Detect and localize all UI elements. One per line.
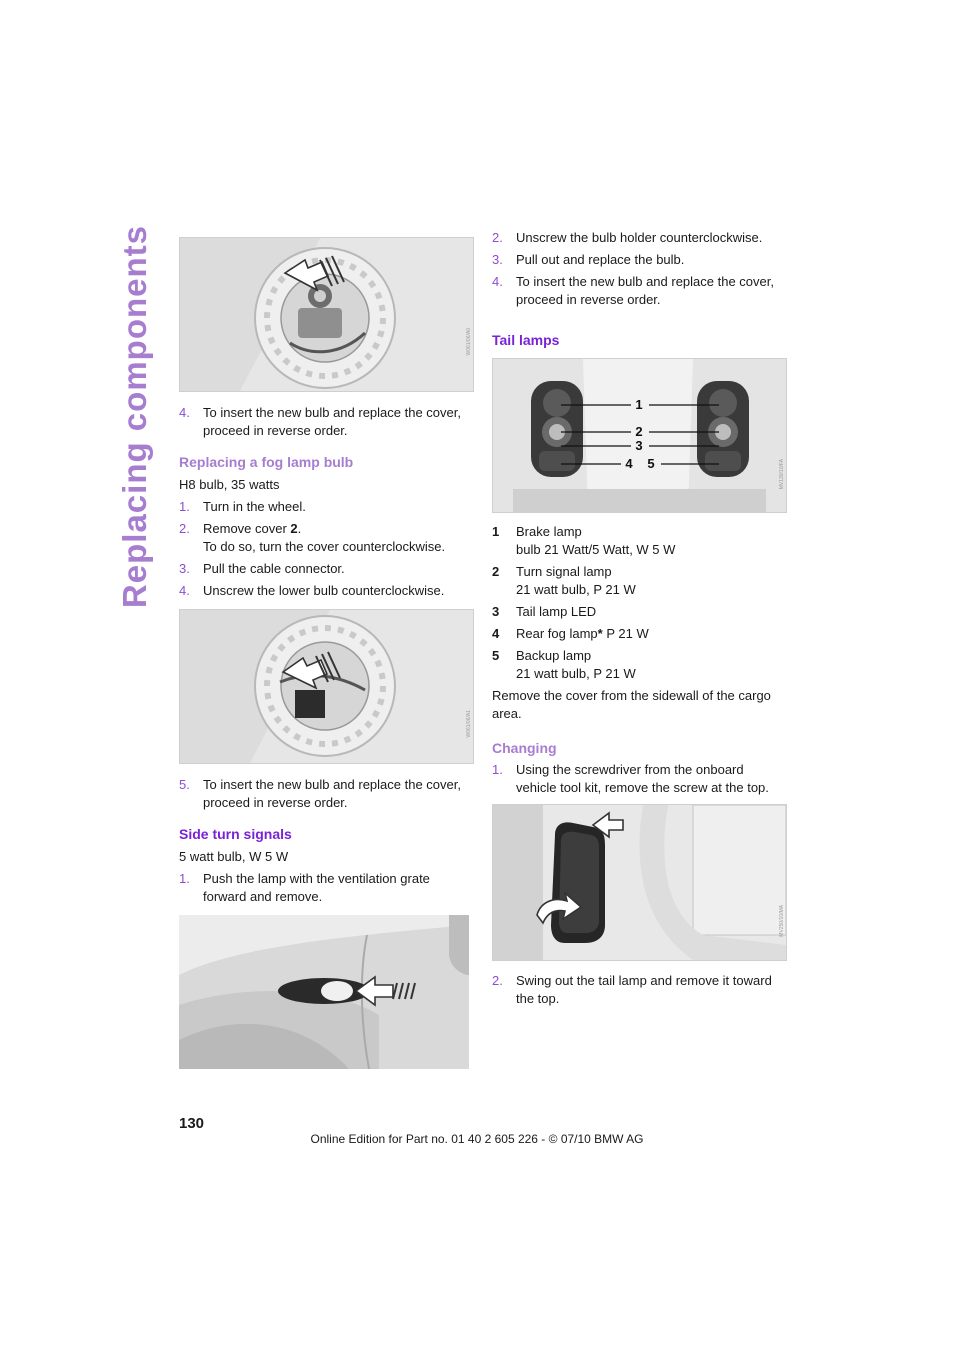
step-number: 4.	[492, 274, 503, 289]
list-item	[492, 625, 787, 643]
list-item	[492, 229, 787, 247]
legend-line1-after: P 21 W	[602, 626, 649, 641]
headlight-housing-illustration	[180, 238, 473, 391]
legend-number: 1	[492, 524, 500, 539]
step-number: 4.	[179, 405, 190, 420]
legend-line2: 21 watt bulb, P 21 W	[516, 582, 636, 597]
step-text: To insert the new bulb and replace the cover, proceed in reverse order.	[516, 274, 774, 307]
legend-number: 4	[492, 626, 500, 641]
step-list	[492, 229, 787, 309]
step-number: 2.	[492, 230, 503, 245]
list-item	[492, 523, 787, 559]
fog-lamp-heading: Replacing a fog lamp bulb	[179, 454, 354, 470]
list-item	[179, 776, 474, 812]
changing-steps-after	[492, 972, 787, 1008]
list-item	[492, 563, 787, 599]
step-text: Pull the cable connector.	[203, 561, 345, 576]
figure-headlight-housing	[179, 237, 474, 392]
list-item	[179, 404, 474, 440]
figure-tail-lamp-removal	[492, 804, 787, 961]
list-item	[179, 520, 474, 556]
figure-code: W061/06/A1	[466, 710, 472, 738]
legend-line1: Brake lamp	[516, 524, 582, 539]
fog-lamp-steps	[179, 498, 474, 600]
step-text-bold: 2	[290, 521, 298, 536]
callout-2: 2	[635, 424, 643, 439]
step-number: 3.	[179, 561, 190, 576]
legend-text: Tail lamp LED	[516, 604, 597, 619]
section-title-text: Replacing components	[116, 225, 153, 609]
step-text-part: Remove cover	[203, 521, 291, 536]
step-number: 2.	[492, 973, 503, 988]
callout-4: 4	[625, 456, 633, 471]
option-star: *	[597, 626, 603, 641]
step-number: 4.	[179, 583, 190, 598]
list-item	[492, 273, 787, 309]
figure-side-turn-signal	[179, 915, 469, 1069]
changing-heading: Changing	[492, 740, 557, 756]
step-number: 2.	[179, 521, 190, 536]
side-turn-signal-illustration	[179, 915, 469, 1069]
side-turn-steps	[179, 870, 474, 906]
changing-steps	[492, 761, 787, 797]
list-item	[492, 761, 787, 797]
fog-lamp-spec: H8 bulb, 35 watts	[179, 477, 280, 492]
step-text-part: .	[297, 521, 302, 536]
legend-line1: Backup lamp	[516, 648, 592, 663]
legend-number: 3	[492, 604, 500, 619]
callout-5: 5	[647, 456, 655, 471]
step-list	[179, 404, 474, 440]
list-item	[492, 972, 787, 1008]
step-text: Unscrew the bulb holder counterclockwise.	[516, 230, 763, 245]
section-title	[116, 225, 153, 609]
list-item	[492, 251, 787, 269]
list-item	[179, 870, 474, 906]
figure-code: MV130/10/FA	[779, 459, 785, 490]
tail-lamps-note: Remove the cover from the sidewall of the cargo area.	[492, 688, 771, 721]
step-text: To insert the new bulb and replace the cover, proceed in reverse order.	[203, 777, 461, 810]
legend-number: 5	[492, 648, 500, 663]
legend-line1: Turn signal lamp	[516, 564, 612, 579]
step-text: Swing out the tail lamp and remove it toward the top.	[516, 973, 772, 1006]
fog-lamp-housing-illustration	[180, 610, 473, 763]
legend-line2: bulb 21 Watt/5 Watt, W 5 W	[516, 542, 676, 557]
step-text: Pull out and replace the bulb.	[516, 252, 685, 267]
step-list	[179, 776, 474, 812]
step-number: 1.	[179, 499, 190, 514]
step-text: To insert the new bulb and replace the cover, proceed in reverse order.	[203, 405, 461, 438]
left-column	[179, 237, 474, 1069]
side-turn-spec: 5 watt bulb, W 5 W	[179, 849, 289, 864]
side-turn-heading: Side turn signals	[179, 826, 292, 842]
step-number: 3.	[492, 252, 503, 267]
figure-tail-lamps	[492, 358, 787, 513]
step-number: 1.	[492, 762, 503, 777]
step-text	[203, 520, 474, 556]
step-text: Push the lamp with the ventilation grate forward and remove.	[203, 871, 430, 904]
figure-code: MV250/10/MA	[779, 905, 785, 937]
legend-text	[516, 563, 787, 599]
step-text: Unscrew the lower bulb counterclockwise.	[203, 583, 445, 598]
legend-line2: 21 watt bulb, P 21 W	[516, 666, 636, 681]
callout-3: 3	[635, 438, 643, 453]
figure-fog-lamp-housing	[179, 609, 474, 764]
list-item	[179, 560, 474, 578]
figure-code: W061/06/A0	[466, 328, 472, 356]
page-number: 130	[179, 1115, 205, 1132]
list-item	[179, 498, 474, 516]
step-text-line2: To do so, turn the cover counterclockwise.	[203, 539, 446, 554]
tail-lamps-illustration	[493, 359, 786, 512]
legend-text	[516, 523, 787, 559]
step-number: 1.	[179, 871, 190, 886]
callout-1: 1	[635, 397, 643, 412]
tail-lamp-removal-illustration	[493, 805, 786, 960]
list-item	[179, 582, 474, 600]
list-item	[492, 647, 787, 683]
step-number: 5.	[179, 777, 190, 792]
step-text: Using the screwdriver from the onboard vehicle tool kit, remove the screw at the top.	[516, 762, 769, 795]
step-text: Turn in the wheel.	[203, 499, 306, 514]
legend-line1: Rear fog lamp	[516, 626, 598, 641]
footer: Online Edition for Part no. 01 40 2 605 226 - © 07/10 BMW AG	[310, 1132, 644, 1146]
list-item	[492, 603, 787, 621]
tail-lamps-legend	[492, 523, 787, 683]
tail-lamps-heading: Tail lamps	[492, 332, 560, 348]
legend-text	[516, 647, 787, 683]
legend-text	[516, 625, 787, 643]
legend-number: 2	[492, 564, 500, 579]
right-column	[492, 229, 787, 1012]
